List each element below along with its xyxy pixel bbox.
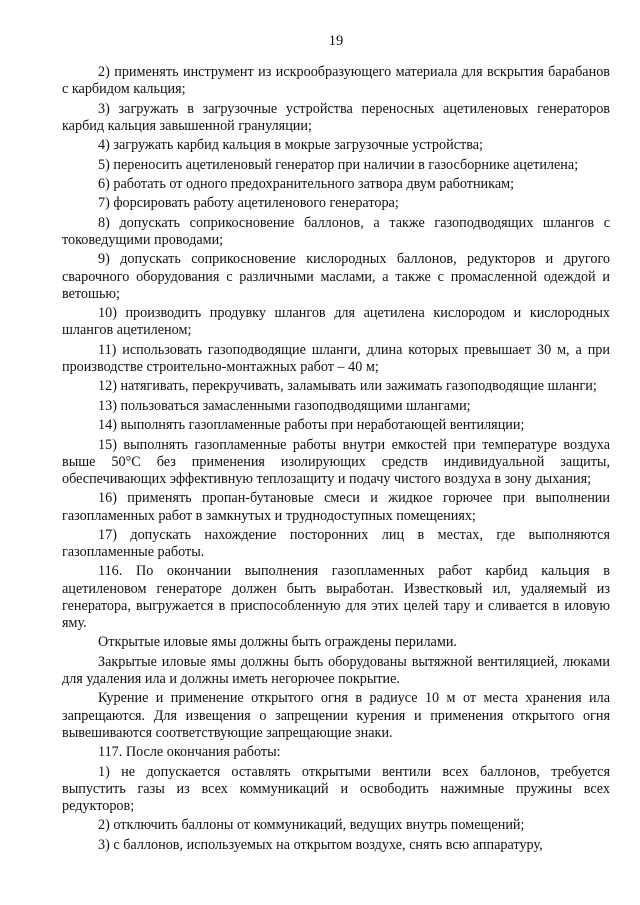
paragraph: 2) применять инструмент из искрообразующего материала для вскрытия барабанов с карбидом кальция; (62, 64, 610, 98)
paragraph: 117. После окончания работы: (98, 744, 281, 761)
paragraph: 17) допускать нахождение посторонних лиц в местах, где выполняются газопламенные работы. (62, 526, 610, 561)
paragraph: Закрытые иловые ямы должны быть оборудованы вытяжной вентиляцией, люками для удаления ила и должны иметь негорючее покрытие. (62, 653, 610, 688)
paragraph: 13) пользоваться замасленными газоподводящими шлангами; (98, 397, 471, 414)
paragraph: 5) переносить ацетиленовый генератор при наличии в газосборнике ацетилена; (98, 156, 579, 173)
paragraph: 10) производить продувку шлангов для ацетилена кислородом и кислородных шлангов ацетиленом; (62, 305, 610, 339)
page-number: 19 (328, 33, 344, 49)
paragraph: 7) форсировать работу ацетиленового генератора; (98, 195, 399, 212)
paragraph: 3) с баллонов, используемых на открытом воздухе, снять всю аппаратуру, (98, 836, 543, 853)
paragraph: Открытые иловые ямы должны быть ограждены перилами. (98, 634, 457, 651)
paragraph: 2) отключить баллоны от коммуникаций, ведущих внутрь помещений; (98, 817, 525, 834)
paragraph: 16) применять пропан-бутановые смеси и жидкое горючее при выполнении газопламенных работ в замкнутых и труднодоступных помещениях; (62, 490, 610, 524)
paragraph: 15) выполнять газопламенные работы внутри емкостей при температуре воздуха выше 50°C без применения изолирующих средств индивидуальной защиты, обеспечивающих эффективную теплозащиту и подачу чистого воздуха в зону дыхания; (62, 436, 610, 487)
paragraph: 3) загружать в загрузочные устройства переносных ацетиленовых генераторов карбид кальция завышенной грануляции; (62, 100, 610, 134)
paragraph: 8) допускать соприкосновение баллонов, а также газоподводящих шлангов с токоведущими проводами; (62, 214, 610, 248)
paragraph: 9) допускать соприкосновение кислородных баллонов, редукторов и другого сварочного оборудования с различными маслами, а также с промасленной одеждой и ветошью; (62, 251, 610, 302)
paragraph: Курение и применение открытого огня в радиусе 10 м от места хранения ила запрещаются. Для извещения о запрещении курения и применения открытого огня вывешиваются соответствующие запрещающие знаки. (62, 690, 610, 741)
paragraph: 1) не допускается оставлять открытыми вентили всех баллонов, требуется выпустить газы из всех коммуникаций и освободить нажимные пружины всех редукторов; (62, 763, 610, 815)
paragraph: 11) использовать газоподводящие шланги, длина которых превышает 30 м, а при производстве строительно-монтажных работ – 40 м; (62, 341, 610, 375)
paragraph: 116. По окончании выполнения газопламенных работ карбид кальция в ацетиленовом генераторе должен быть выработан. Известковый ил, удаляемый из генератора, выгружается в приспособленную для этих целей тару и сливается в иловую яму. (62, 563, 610, 632)
paragraph: 6) работать от одного предохранительного затвора двум работникам; (98, 175, 515, 192)
paragraph: 14) выполнять газопламенные работы при неработающей вентиляции; (98, 417, 525, 434)
paragraph: 4) загружать карбид кальция в мокрые загрузочные устройства; (98, 137, 483, 154)
paragraph: 12) натягивать, перекручивать, заламывать или зажимать газоподводящие шланги; (98, 378, 597, 395)
